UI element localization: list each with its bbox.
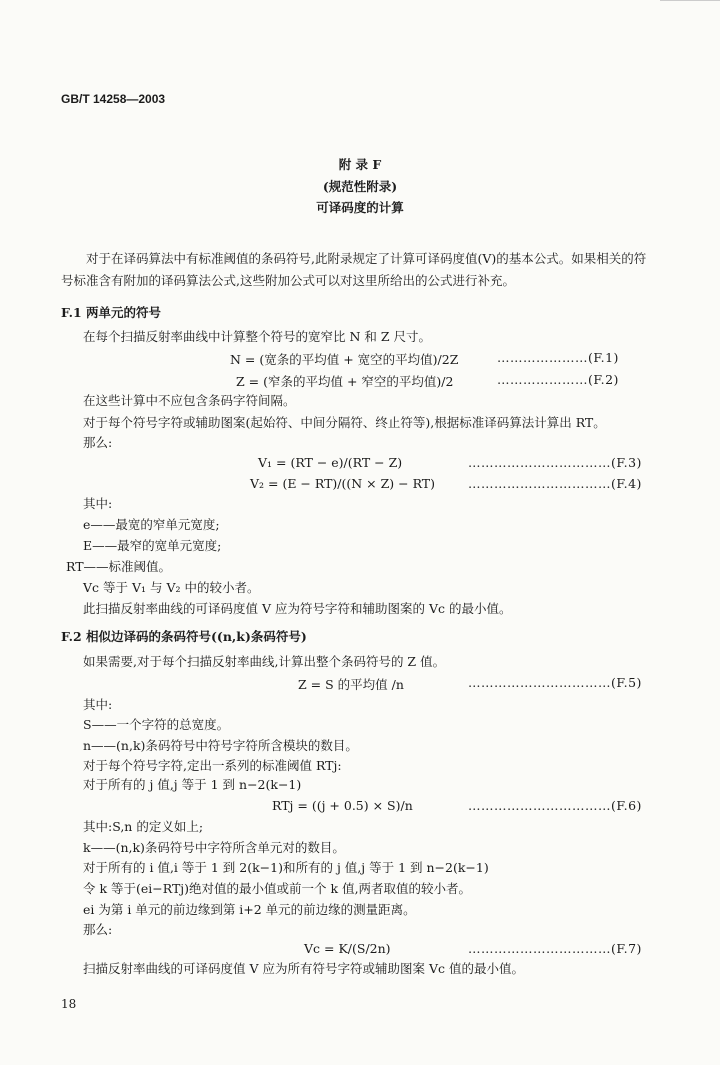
formula-f1: N = (宽条的平均值 + 宽空的平均值)/2Z bbox=[230, 352, 459, 367]
f2-line-11: ei 为第 i 单元的前边缘到第 i+2 单元的前边缘的测量距离。 bbox=[83, 902, 416, 917]
f2-line-5: 对于每个符号字符,定出一系列的标准阈值 RTj: bbox=[83, 758, 342, 773]
f2-line-6: 对于所有的 j 值,j 等于 1 到 n−2(k−1) bbox=[83, 777, 302, 792]
standard-number: GB/T 14258—2003 bbox=[61, 92, 166, 106]
f1-line-7: E——最窄的宽单元宽度; bbox=[83, 538, 222, 553]
f1-line-8: RT——标准阈值。 bbox=[66, 559, 172, 574]
f2-line-2: 其中: bbox=[83, 697, 113, 712]
annex-label: 附 录 F bbox=[338, 157, 382, 172]
formula-f4: V₂ = (E − RT)/((N × Z) − RT) bbox=[250, 476, 435, 491]
f1-line-3: 对于每个符号字符或辅助图案(起始符、中间分隔符、终止符等),根据标准译码算法计算出 RT。 bbox=[83, 415, 606, 430]
formula-f7: Vc = K/(S/2n) bbox=[304, 941, 391, 956]
f1-line-6: e——最宽的窄单元宽度; bbox=[83, 517, 220, 532]
formula-f7-ref: ……………………………(F.7) bbox=[468, 941, 642, 956]
intro-paragraph: 对于在译码算法中有标准阈值的条码符号,此附录规定了计算可译码度值(V)的基本公式。如果相关的符号标准含有附加的译码算法公式,这些附加公式可以对这里所给出的公式进行补充。 bbox=[61, 251, 647, 288]
f1-line-2: 在这些计算中不应包含条码字符间隔。 bbox=[83, 393, 296, 408]
formula-f3-ref: ……………………………(F.3) bbox=[468, 455, 642, 470]
f1-line-1: 在每个扫描反射率曲线中计算整个符号的宽窄比 N 和 Z 尺寸。 bbox=[83, 329, 432, 344]
formula-f5: Z = S 的平均值 /n bbox=[298, 677, 404, 692]
formula-f4-ref: ……………………………(F.4) bbox=[468, 476, 642, 491]
section-f2-heading: F.2 相似边译码的条码符号((n,k)条码符号) bbox=[61, 629, 307, 644]
f2-line-3: S——一个字符的总宽度。 bbox=[83, 717, 230, 732]
annex-title: 可译码度的计算 bbox=[316, 200, 404, 215]
f2-line-4: n——(n,k)条码符号中符号字符所含模块的数目。 bbox=[83, 738, 358, 753]
f1-line-10: 此扫描反射率曲线的可译码度值 V 应为符号字符和辅助图案的 Vc 的最小值。 bbox=[83, 601, 512, 616]
annex-nature: (规范性附录) bbox=[322, 179, 398, 194]
f2-line-10: 令 k 等于(ei−RTj)绝对值的最小值或前一个 k 值,两者取值的较小者。 bbox=[83, 881, 472, 896]
f2-line-7: 其中:S,n 的定义如上; bbox=[83, 819, 204, 834]
f1-line-5: 其中: bbox=[83, 496, 113, 511]
f1-line-9: Vc 等于 V₁ 与 V₂ 中的较小者。 bbox=[83, 580, 260, 595]
section-f1-heading: F.1 两单元的符号 bbox=[61, 305, 162, 320]
f2-line-12: 那么: bbox=[83, 922, 113, 937]
formula-f3: V₁ = (RT − e)/(RT − Z) bbox=[258, 455, 403, 470]
formula-f2-ref: …………………(F.2) bbox=[497, 372, 619, 387]
f2-line-1: 如果需要,对于每个扫描反射率曲线,计算出整个条码符号的 Z 值。 bbox=[83, 654, 446, 669]
page-number: 18 bbox=[61, 997, 77, 1011]
page-corner-line bbox=[660, 0, 720, 13]
f2-line-8: k——(n,k)条码符号中字符所含单元对的数目。 bbox=[83, 840, 345, 855]
formula-f5-ref: ……………………………(F.5) bbox=[468, 675, 642, 690]
f2-line-9: 对于所有的 i 值,i 等于 1 到 2(k−1)和所有的 j 值,j 等于 1 到 n−2(k−1) bbox=[83, 860, 489, 875]
f2-line-13: 扫描反射率曲线的可译码度值 V 应为所有符号字符或辅助图案 Vc 值的最小值。 bbox=[83, 961, 524, 976]
formula-f1-ref: …………………(F.1) bbox=[497, 350, 619, 365]
f1-line-4: 那么: bbox=[83, 435, 113, 450]
formula-f6: RTj = ((j + 0.5) × S)/n bbox=[272, 798, 413, 813]
formula-f2: Z = (窄条的平均值 + 窄空的平均值)/2 bbox=[236, 374, 454, 389]
formula-f6-ref: ……………………………(F.6) bbox=[468, 798, 642, 813]
